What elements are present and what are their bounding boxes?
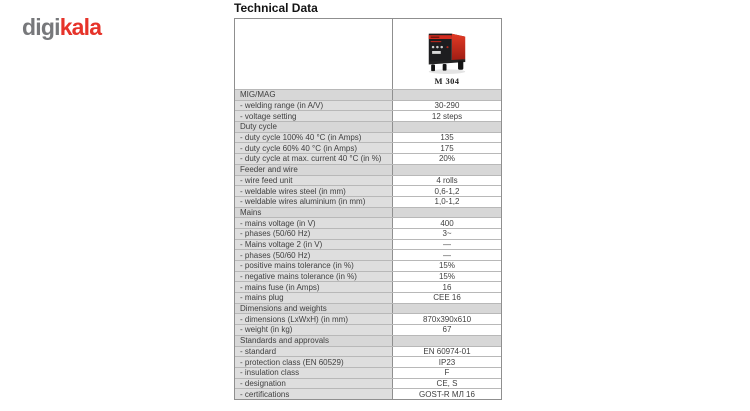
- spec-value-cell: 12 steps: [393, 111, 501, 121]
- table-row: [235, 153, 501, 164]
- table-row: [235, 239, 501, 250]
- table-row: [235, 313, 501, 324]
- spec-value-cell: 175: [393, 143, 501, 153]
- spec-label-cell: - phases (50/60 Hz): [235, 229, 393, 239]
- table-row: [235, 324, 501, 335]
- table-row: [235, 132, 501, 143]
- spec-value-cell: 135: [393, 133, 501, 143]
- spec-label-cell: - welding range (in A/V): [235, 101, 393, 111]
- spec-value-cell: [393, 165, 501, 175]
- spec-value-cell: 870x390x610: [393, 314, 501, 324]
- spec-label-cell: - duty cycle 60% 40 °C (in Amps): [235, 143, 393, 153]
- welding-machine-image: [422, 27, 472, 75]
- section-header-row: [235, 207, 501, 218]
- spec-value-cell: [393, 336, 501, 346]
- spec-value-cell: CEE 16: [393, 293, 501, 303]
- section-header-row: [235, 121, 501, 132]
- table-row: [235, 378, 501, 389]
- spec-label-cell: - weldable wires aluminium (in mm): [235, 197, 393, 207]
- table-row: [235, 367, 501, 378]
- table-row: [235, 346, 501, 357]
- table-row: [235, 228, 501, 239]
- spec-label-cell: MIG/MAG: [235, 90, 393, 100]
- table-row: [235, 260, 501, 271]
- product-image-cell: [393, 19, 501, 89]
- table-row: [235, 196, 501, 207]
- spec-value-cell: —: [393, 250, 501, 260]
- spec-label-cell: - wire feed unit: [235, 176, 393, 186]
- spec-value-cell: 400: [393, 218, 501, 228]
- spec-value-cell: [393, 208, 501, 218]
- section-header-row: [235, 89, 501, 100]
- spec-value-cell: 3~: [393, 229, 501, 239]
- spec-label-cell: - dimensions (LxWxH) (in mm): [235, 314, 393, 324]
- spec-label-cell: - mains fuse (in Amps): [235, 282, 393, 292]
- spec-label-cell: - phases (50/60 Hz): [235, 250, 393, 260]
- spec-label-cell: - weldable wires steel (in mm): [235, 186, 393, 196]
- spec-label-cell: Feeder and wire: [235, 165, 393, 175]
- section-header-row: [235, 303, 501, 314]
- table-row: [235, 388, 501, 399]
- spec-value-cell: 1,0-1,2: [393, 197, 501, 207]
- digikala-logo: [22, 14, 101, 40]
- spec-value-cell: CE, S: [393, 379, 501, 389]
- spec-value-cell: 4 rolls: [393, 176, 501, 186]
- table-row: [235, 356, 501, 367]
- table-row: [235, 142, 501, 153]
- spec-value-cell: 67: [393, 325, 501, 335]
- spec-rows-container: [235, 89, 501, 399]
- table-row: [235, 185, 501, 196]
- spec-label-cell: - mains voltage (in V): [235, 218, 393, 228]
- table-row: [235, 281, 501, 292]
- table-row: [235, 100, 501, 111]
- spec-label-cell: - insulation class: [235, 368, 393, 378]
- spec-value-cell: GOST-R МЛ 16: [393, 389, 501, 399]
- product-model-label: M 304: [434, 76, 460, 86]
- spec-value-cell: 30-290: [393, 101, 501, 111]
- spec-label-cell: - standard: [235, 347, 393, 357]
- spec-value-cell: 0,6-1,2: [393, 186, 501, 196]
- spec-label-cell: - mains plug: [235, 293, 393, 303]
- table-row: [235, 217, 501, 228]
- spec-label-cell: - negative mains tolerance (in %): [235, 272, 393, 282]
- spec-value-cell: [393, 90, 501, 100]
- spec-value-cell: 15%: [393, 261, 501, 271]
- spec-value-cell: [393, 122, 501, 132]
- section-header-row: [235, 335, 501, 346]
- spec-label-cell: - Mains voltage 2 (in V): [235, 240, 393, 250]
- table-row: [235, 249, 501, 260]
- spec-value-cell: IP23: [393, 357, 501, 367]
- spec-label-cell: - designation: [235, 379, 393, 389]
- table-row: [235, 175, 501, 186]
- spec-value-cell: 20%: [393, 154, 501, 164]
- spec-value-cell: 16: [393, 282, 501, 292]
- product-image-row: [235, 19, 501, 89]
- section-header-row: [235, 164, 501, 175]
- spec-label-cell: - certifications: [235, 389, 393, 399]
- spec-label-cell: - voltage setting: [235, 111, 393, 121]
- spec-label-cell: Duty cycle: [235, 122, 393, 132]
- spec-label-cell: Mains: [235, 208, 393, 218]
- spec-value-cell: —: [393, 240, 501, 250]
- spec-value-cell: EN 60974-01: [393, 347, 501, 357]
- spec-label-cell: - weight (in kg): [235, 325, 393, 335]
- technical-data-table: [234, 18, 502, 400]
- spec-value-cell: 15%: [393, 272, 501, 282]
- table-row: [235, 292, 501, 303]
- spec-label-cell: - duty cycle at max. current 40 °C (in %): [235, 154, 393, 164]
- spec-label-cell: Dimensions and weights: [235, 304, 393, 314]
- spec-label-cell: - protection class (EN 60529): [235, 357, 393, 367]
- spec-label-cell: Standards and approvals: [235, 336, 393, 346]
- spec-value-cell: [393, 304, 501, 314]
- table-row: [235, 110, 501, 121]
- logo-text-red: kala: [59, 14, 102, 40]
- spec-label-cell: - positive mains tolerance (in %): [235, 261, 393, 271]
- page-title: Technical Data: [234, 1, 318, 15]
- spec-value-cell: F: [393, 368, 501, 378]
- empty-header-cell: [235, 19, 393, 89]
- table-row: [235, 271, 501, 282]
- spec-label-cell: - duty cycle 100% 40 °C (in Amps): [235, 133, 393, 143]
- logo-text-gray: digi: [22, 14, 60, 40]
